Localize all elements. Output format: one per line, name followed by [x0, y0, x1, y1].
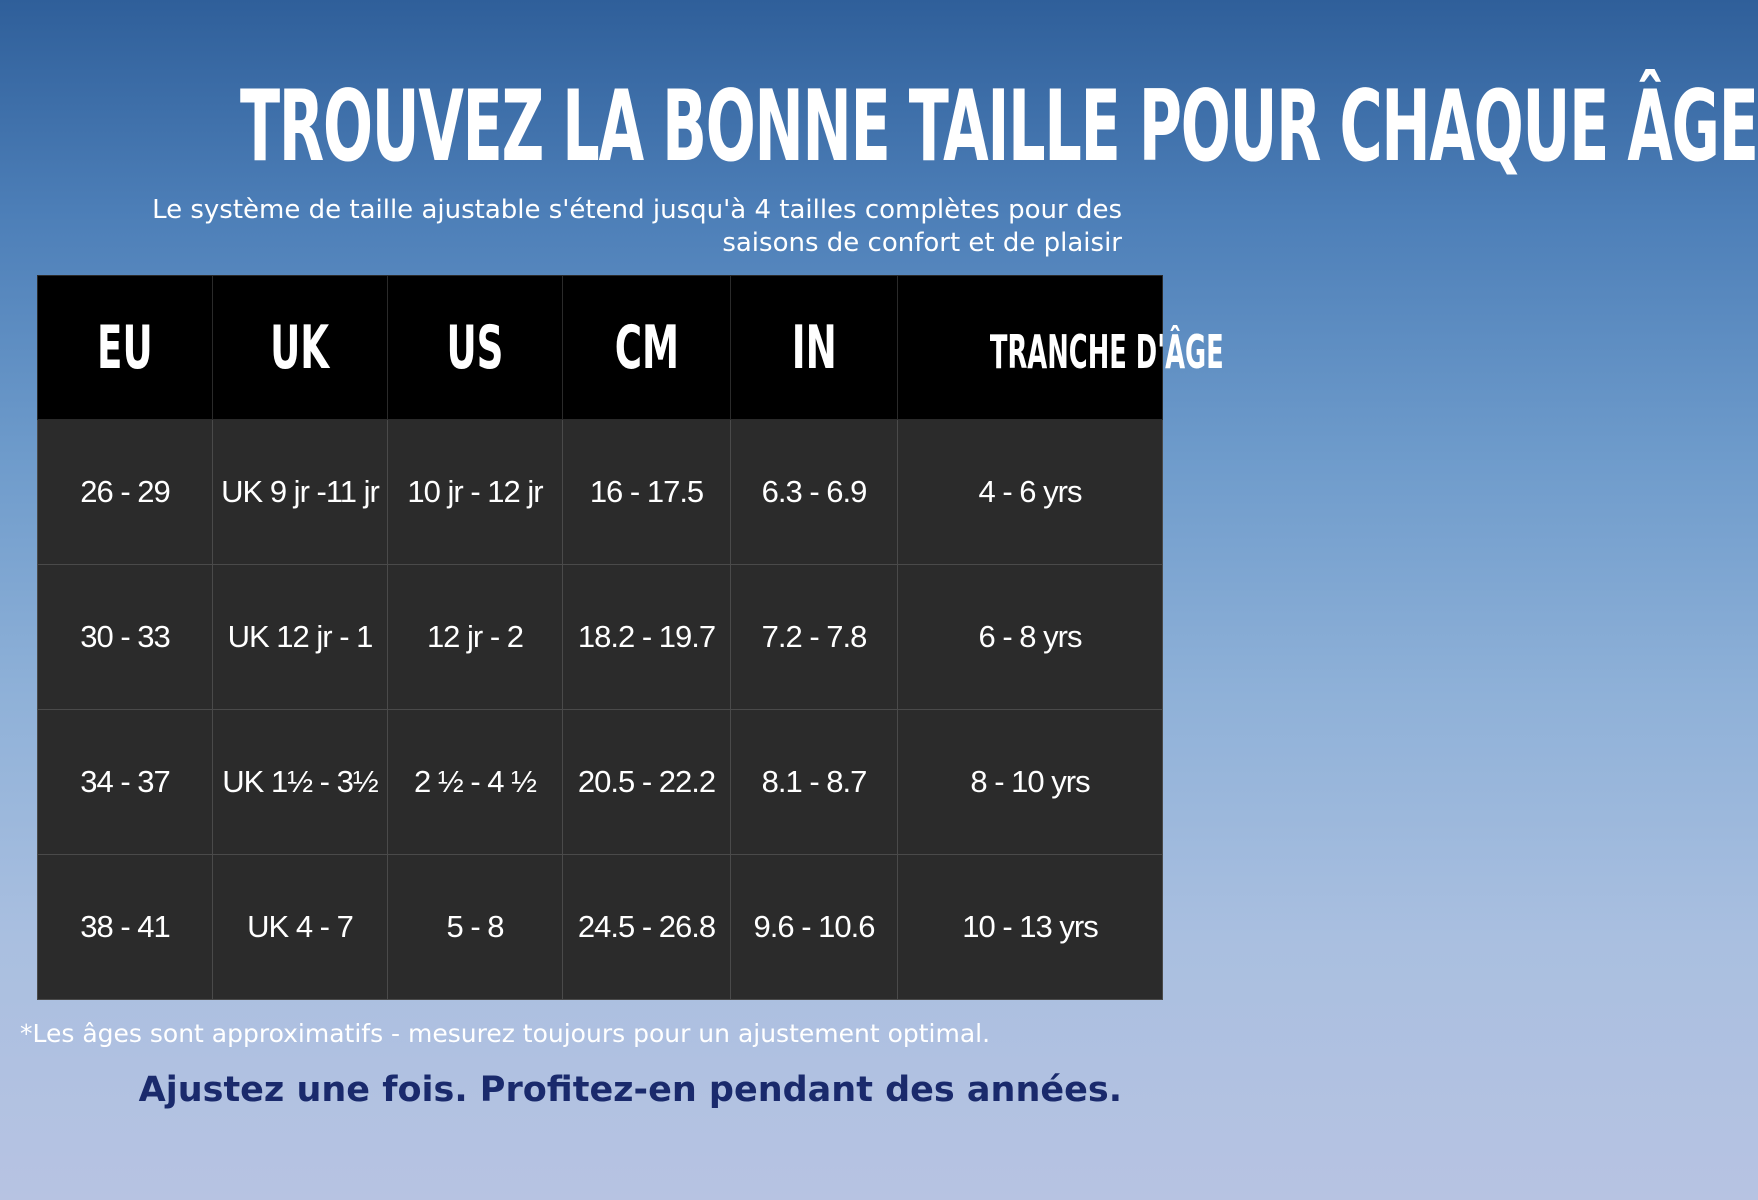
cell-uk: UK 1½ - 3½	[213, 710, 388, 855]
cell-in: 6.3 - 6.9	[731, 420, 898, 565]
table-header-row	[38, 276, 1163, 420]
cell-age-range: 6 - 8 yrs	[898, 565, 1163, 710]
cell-cm: 18.2 - 19.7	[563, 565, 731, 710]
cell-us: 5 - 8	[388, 855, 563, 1000]
cell-eu: 26 - 29	[38, 420, 213, 565]
cell-in: 7.2 - 7.8	[731, 565, 898, 710]
cell-uk: UK 12 jr - 1	[213, 565, 388, 710]
cell-in: 9.6 - 10.6	[731, 855, 898, 1000]
footnote: *Les âges sont approximatifs - mesurez toujours pour un ajustement optimal.	[20, 1019, 991, 1048]
table-row	[38, 710, 1163, 855]
table-row	[38, 420, 1163, 565]
column-header-age-range: TRANCHE D'ÂGE	[898, 276, 1163, 420]
subtitle-line-1: Le système de taille ajustable s'étend jusqu'à 4 tailles complètes pour des	[152, 195, 1122, 225]
column-header-in: IN	[731, 276, 898, 420]
cell-us: 12 jr - 2	[388, 565, 563, 710]
cell-age-range: 10 - 13 yrs	[898, 855, 1163, 1000]
cell-eu: 34 - 37	[38, 710, 213, 855]
size-chart-table	[37, 275, 1224, 1000]
tagline: Ajustez une fois. Profitez-en pendant des années.	[138, 1070, 1122, 1110]
column-header-us: US	[388, 276, 563, 420]
cell-us: 2 ½ - 4 ½	[388, 710, 563, 855]
cell-eu: 38 - 41	[38, 855, 213, 1000]
cell-eu: 30 - 33	[38, 565, 213, 710]
cell-cm: 16 - 17.5	[563, 420, 731, 565]
page-title: TROUVEZ LA BONNE TAILLE POUR CHAQUE ÂGE	[240, 70, 1758, 184]
cell-uk: UK 9 jr -11 jr	[213, 420, 388, 565]
cell-uk: UK 4 - 7	[213, 855, 388, 1000]
column-header-uk: UK	[213, 276, 388, 420]
table-row	[38, 855, 1163, 1000]
column-header-eu: EU	[38, 276, 213, 420]
cell-in: 8.1 - 8.7	[731, 710, 898, 855]
subtitle	[42, 194, 1122, 260]
table-row	[38, 565, 1163, 710]
subtitle-line-2: saisons de confort et de plaisir	[722, 228, 1122, 258]
cell-cm: 24.5 - 26.8	[563, 855, 731, 1000]
cell-cm: 20.5 - 22.2	[563, 710, 731, 855]
column-header-cm: CM	[563, 276, 731, 420]
cell-age-range: 8 - 10 yrs	[898, 710, 1163, 855]
cell-us: 10 jr - 12 jr	[388, 420, 563, 565]
cell-age-range: 4 - 6 yrs	[898, 420, 1163, 565]
